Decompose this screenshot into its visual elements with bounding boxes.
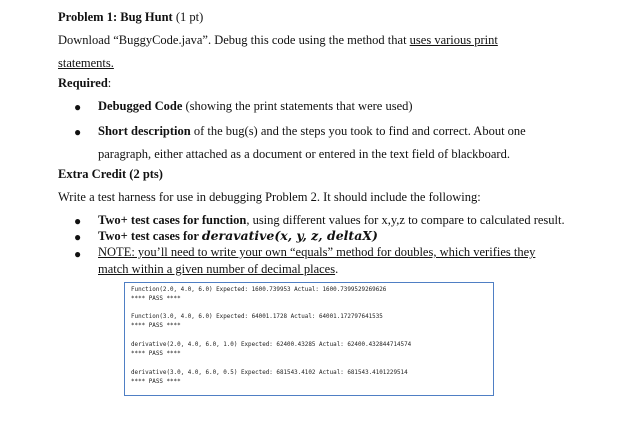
bullet-icon: ● <box>74 214 82 228</box>
extra-item-3-line1: NOTE: you’ll need to write your own “equals” method for doubles, which verifies they <box>98 245 536 259</box>
extra-item-2-bold: Two+ test cases for <box>98 229 202 243</box>
console-line: **** PASS **** <box>131 296 181 302</box>
problem-points: (1 pt) <box>172 10 204 24</box>
description-link-part2: statements. <box>58 56 114 70</box>
required-item-2-line2: paragraph, either attached as a document or entered in the text field of blackboard. <box>98 147 510 161</box>
extra-item-1-text: , using different values for x,y,z to compare to calculated result. <box>246 213 565 227</box>
console-line: derivative(3.0, 4.0, 6.0, 0.5) Expected: 681543.4102 Actual: 681543.4101229514 <box>131 370 408 376</box>
derivative-signature: deravative(x, y, z, deltaX) <box>201 228 378 243</box>
problem-heading <box>58 10 203 25</box>
description-text: Download “BuggyCode.java”. Debug this code using the method that <box>58 33 410 47</box>
extra-credit-title: Extra Credit (2 pts) <box>58 167 163 181</box>
required-label: Required <box>58 76 108 90</box>
console-line: Function(3.0, 4.0, 6.0) Expected: 64001.1728 Actual: 64001.172797641535 <box>131 314 383 320</box>
required-item-1 <box>98 99 413 114</box>
required-item-1-text: (showing the print statements that were used) <box>182 99 413 113</box>
bullet-icon: ● <box>74 230 82 244</box>
bullet-icon: ● <box>74 100 82 114</box>
extra-item-3-period: . <box>335 262 339 276</box>
extra-item-1 <box>98 213 565 228</box>
console-line: derivative(2.0, 4.0, 6.0, 1.0) Expected: 62400.43285 Actual: 62400.432844714574 <box>131 342 412 348</box>
problem-title: Problem 1: Bug Hunt <box>58 10 173 24</box>
console-line: Function(2.0, 4.0, 6.0) Expected: 1600.739953 Actual: 1600.7399529269626 <box>131 287 387 293</box>
required-item-2-bold: Short description <box>98 124 191 138</box>
required-heading <box>58 76 111 91</box>
console-line: **** PASS **** <box>131 379 181 385</box>
extra-item-3-line2: match within a given number of decimal places <box>98 262 336 276</box>
required-item-2 <box>98 124 526 139</box>
bullet-icon: ● <box>74 247 82 261</box>
description-link-part1: uses various print <box>409 33 498 47</box>
console-output-box <box>124 282 494 396</box>
extra-item-2 <box>98 228 378 244</box>
required-colon: : <box>107 76 112 90</box>
extra-item-1-bold: Two+ test cases for function <box>98 213 247 227</box>
console-line: **** PASS **** <box>131 323 181 329</box>
required-item-2-text: of the bug(s) and the steps you took to find and correct. About one <box>190 124 526 138</box>
extra-item-3-line2-wrap <box>98 262 338 277</box>
required-item-1-bold: Debugged Code <box>98 99 183 113</box>
extra-credit-description: Write a test harness for use in debugging Problem 2. It should include the following: <box>58 190 481 204</box>
problem-description <box>58 33 498 48</box>
bullet-icon: ● <box>74 125 82 139</box>
console-line: **** PASS **** <box>131 351 181 357</box>
